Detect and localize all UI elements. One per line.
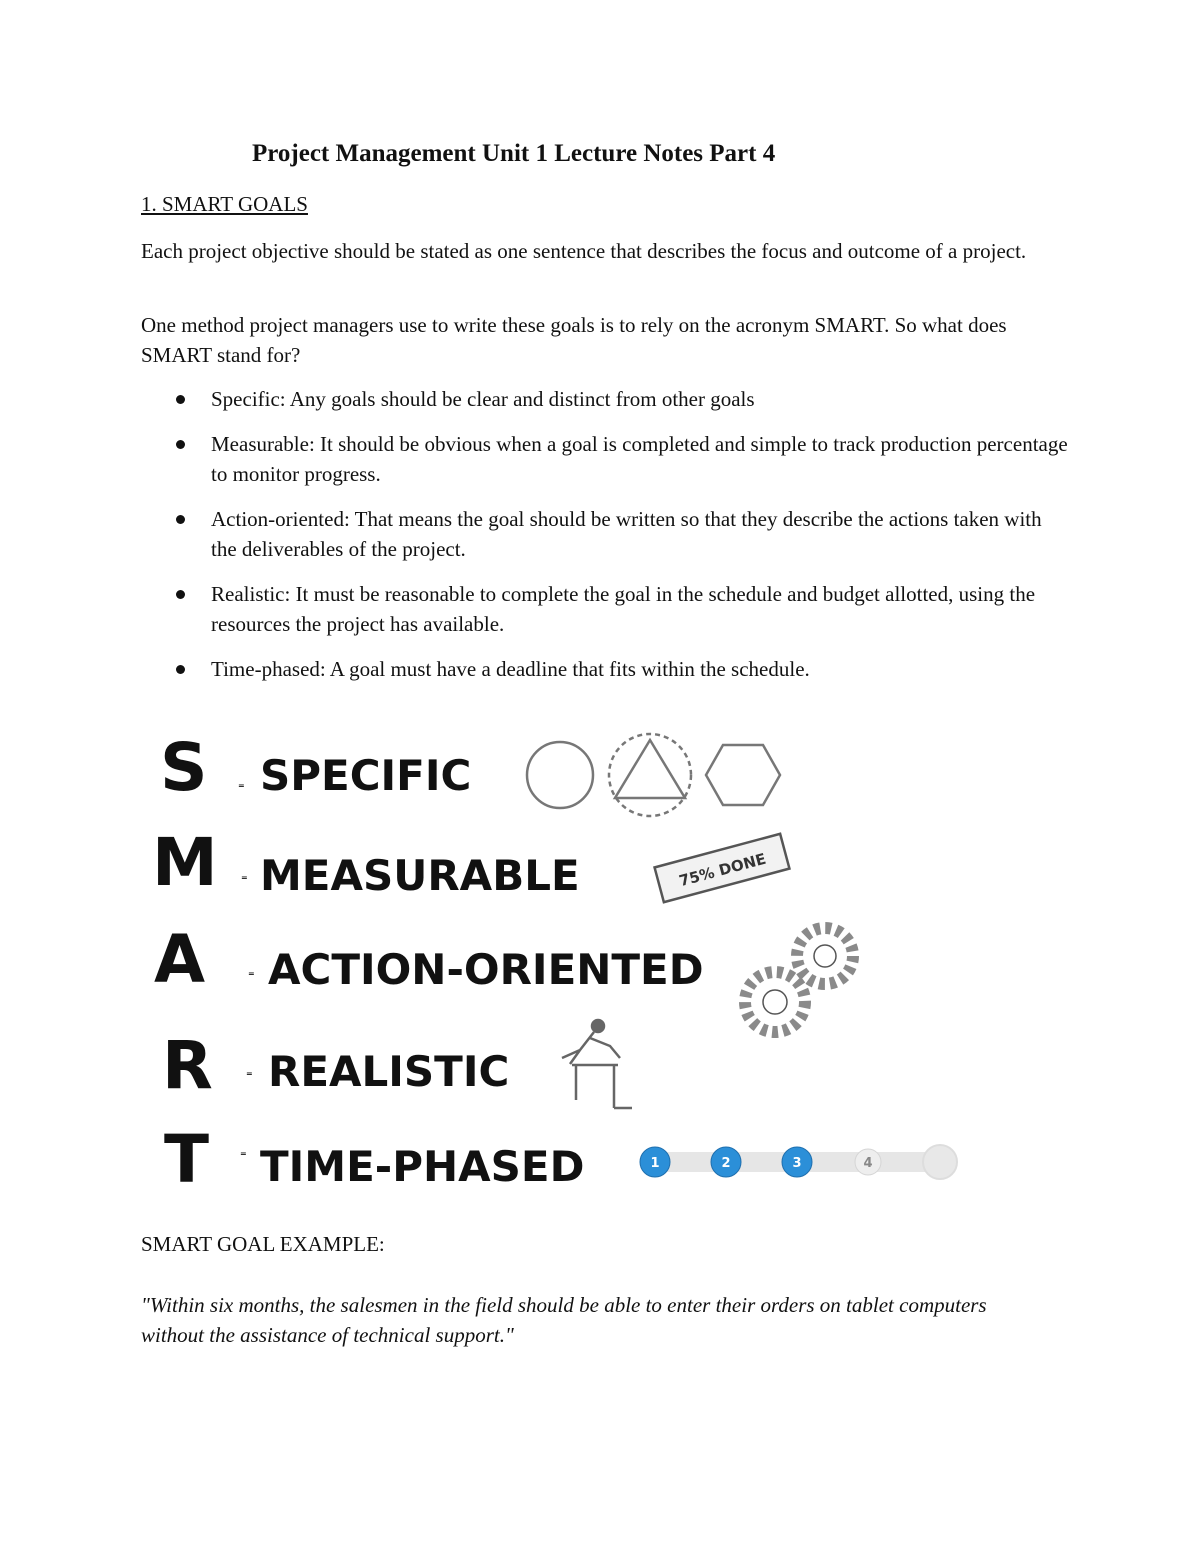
letter-s: S <box>160 729 208 806</box>
list-item <box>141 504 1071 564</box>
letter-m: M <box>152 824 218 901</box>
bullet-text: Time-phased: A goal must have a deadline that fits within the schedule. <box>211 657 810 681</box>
bullet-icon <box>176 590 185 599</box>
letter-a: A <box>154 921 206 998</box>
timeline-step-label: 4 <box>863 1156 873 1171</box>
timeline-end <box>923 1145 957 1179</box>
timeline-steps-icon <box>640 1145 957 1179</box>
ruler-icon <box>655 834 790 902</box>
timeline-step-label: 3 <box>792 1156 802 1171</box>
letter-t: T <box>164 1121 210 1198</box>
bullet-icon <box>176 665 185 674</box>
shapes-icon <box>527 734 780 816</box>
timeline-step-label: 2 <box>721 1156 731 1171</box>
word-realistic: REALISTIC <box>268 1047 510 1096</box>
page-title: Project Management Unit 1 Lecture Notes Part 4 <box>252 140 776 167</box>
equals-mark: = <box>248 969 255 978</box>
list-item <box>141 429 1071 489</box>
bullet-text: Action-oriented: That means the goal should be written so that they describe the actions taken with the deliverables of the project. <box>211 507 1042 561</box>
bullet-icon <box>176 395 185 404</box>
word-action-oriented: ACTION-ORIENTED <box>268 945 704 994</box>
equals-mark: = <box>246 1069 253 1078</box>
example-quote: "Within six months, the salesmen in the field should be able to enter their orders on tablet computers without the assistance of technical support." <box>141 1293 987 1347</box>
bullet-text: Measurable: It should be obvious when a goal is completed and simple to track production percentage to monitor progress. <box>211 432 1068 486</box>
smart-bullet-list <box>141 384 1071 699</box>
smart-acronym-figure <box>140 720 980 1200</box>
equals-mark: = <box>238 781 245 790</box>
word-measurable: MEASURABLE <box>260 851 580 900</box>
list-item <box>141 579 1071 639</box>
hurdle-icon <box>562 1020 632 1108</box>
timeline-step-label: 1 <box>650 1156 660 1171</box>
section-heading: 1. SMART GOALS <box>141 192 308 216</box>
equals-mark: = <box>240 1149 247 1158</box>
ruler-label: 75% DONE <box>677 849 768 891</box>
word-time-phased: TIME-PHASED <box>260 1142 585 1191</box>
list-item <box>141 384 1071 414</box>
equals-mark: = <box>241 873 248 882</box>
acronym-paragraph: One method project managers use to write these goals is to rely on the acronym SMART. So what does SMART stand for? <box>141 313 1007 367</box>
bullet-text: Specific: Any goals should be clear and distinct from other goals <box>211 387 755 411</box>
bullet-icon <box>176 515 185 524</box>
word-specific: SPECIFIC <box>260 751 472 800</box>
bullet-text: Realistic: It must be reasonable to complete the goal in the schedule and budget allotted, using the resources the project has available. <box>211 582 1036 636</box>
example-label: SMART GOAL EXAMPLE: <box>141 1232 385 1256</box>
letter-r: R <box>162 1027 213 1104</box>
intro-paragraph: Each project objective should be stated as one sentence that describes the focus and outcome of a project. <box>141 239 1027 263</box>
list-item <box>141 654 1071 684</box>
gears-icon <box>745 928 853 1032</box>
bullet-icon <box>176 440 185 449</box>
